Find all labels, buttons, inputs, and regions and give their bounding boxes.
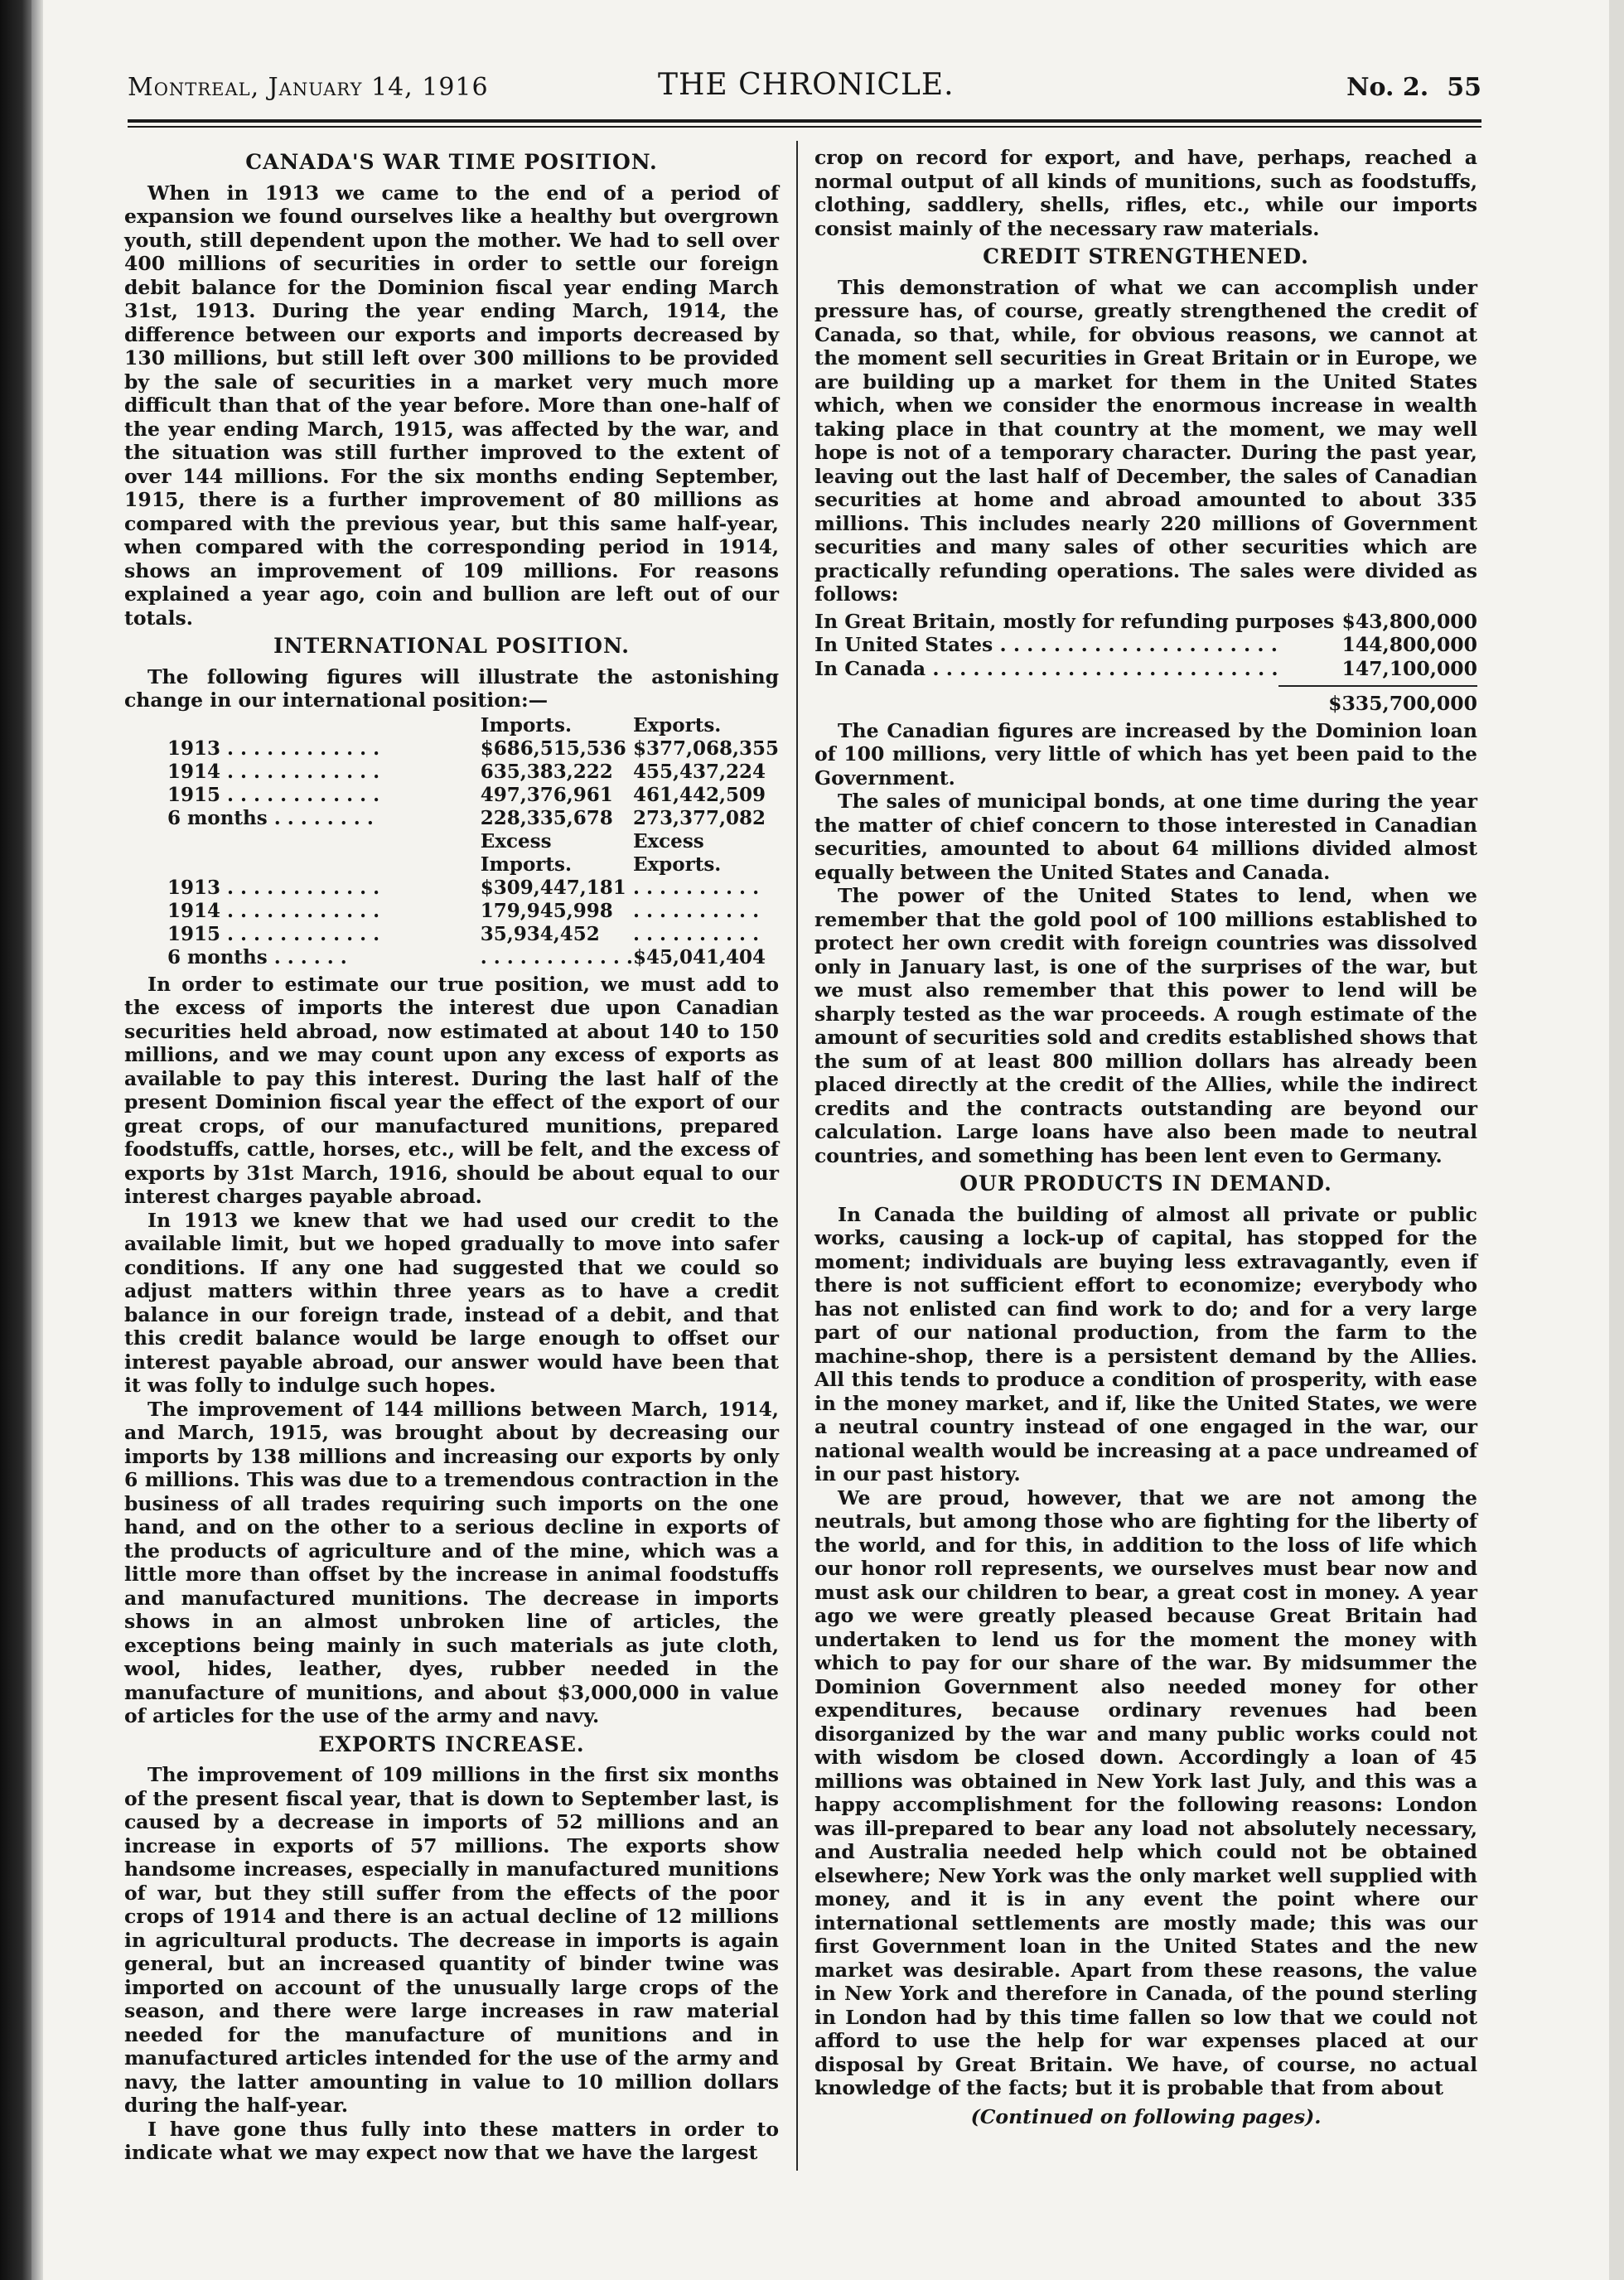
column-header: Exports. xyxy=(632,713,722,737)
left-column xyxy=(124,146,779,2165)
table-row: 1914 . . . . . . . . . . . . 635,383,222 455,437,224 xyxy=(167,760,766,783)
table-row: 1915 . . . . . . . . . . . . 35,934,452 . . . . . . . . . . xyxy=(167,922,760,945)
imports-exports-table xyxy=(124,714,779,969)
column-header: Exports. xyxy=(632,853,722,876)
heading-international-position: INTERNATIONAL POSITION. xyxy=(273,634,630,658)
column-header: Excess xyxy=(632,829,704,853)
paragraph: The improvement of 109 millions in the first six months of the present fiscal year, that is down to September last, is caused by a decrease in imports of 52 millions and an increase in exports of 57 millions. The exports show handsome increases, especially in manufactured munitions of war, but they still suffer from the effects of the poor crops of 1914 and there is an actual decline of 12 millions in agricultural products. The decrease in imports is again general, but an increased quantity of binder twine was imported on account of the unusually large crops of the season, and there were large increases in raw material needed for the manufacture of munitions and in manufactured articles intended for the use of the army and navy, the latter amounting in value to 10 million dollars during the half-year. xyxy=(124,1763,779,2117)
paragraph: In 1913 we knew that we had used our credit to the available limit, but we hoped gradually to move into safer conditions. If any one had suggested that we could so adjust matters within three years as to have a credit balance in our foreign trade, instead of a debit, and that this credit balance would be large enough to offset our interest payable abroad, our answer would have been that it was folly to indulge such hopes. xyxy=(124,1208,779,1397)
paragraph: When in 1913 we came to the end of a period of expansion we found ourselves like a healthy but overgrown youth, still dependent upon the mother. We had to sell over 400 millions of securities in order to settle our foreign debit balance for the Dominion fiscal year ending March 31st, 1913. During the year ending March, 1914, the difference between our exports and imports decreased by 130 millions, but still left over 300 millions to be provided by the sale of securities in a market very much more difficult than that of the year before. More than one-half of the year ending March, 1915, was affected by the war, and the situation was still further improved to the extent of over 144 millions. For the six months ending September, 1915, there is a further improvement of 80 millions as compared with the previous year, but this same half-year, when compared with the corresponding period in 1914, shows an improvement of 109 millions. For reasons explained a year ago, coin and bullion are left out of our totals. xyxy=(124,181,779,630)
page-number: 55 xyxy=(1447,73,1481,102)
publication-title: THE CHRONICLE. xyxy=(658,68,955,102)
paragraph: The power of the United States to lend, when we remember that the gold pool of 100 millions established to protect her own credit with foreign countries was dissolved only in January last, is one of the surprises of the war, but we must also remember that this power to lend will be sharply tested as the war proceeds. A rough estimate of the amount of securities sold and credits established shows that the sum of at least 800 million dollars has already been placed directly at the credit of the Allies, while the indirect credits and the contracts outstanding are beyond our calculation. Large loans have also been made to neutral countries, and something has been lent even to Germany. xyxy=(814,884,1477,1167)
header-rule-thin xyxy=(128,126,1481,128)
table-row: 1913 . . . . . . . . . . . . $309,447,181 . . . . . . . . . . xyxy=(167,876,760,899)
table-row: 6 months . . . . . . . . . . . . . . . . . . $45,041,404 xyxy=(167,945,766,969)
paragraph: I have gone thus fully into these matters in order to indicate what we may expect now that we have the largest xyxy=(124,2117,779,2164)
paragraph: This demonstration of what we can accomplish under pressure has, of course, greatly strengthened the credit of Canada, so that, while, for obvious reasons, we cannot at the moment sell securities in Great Britain or in Europe, we are building up a market for them in the United States which, when we consider the enormous increase in wealth taking place in that country at the moment, we may well hope is not of a temporary character. During the past year, leaving out the last half of December, the sales of Canadian securities at home and abroad amounted to about 335 millions. This includes nearly 220 millions of Government securities and many sales of other securities which are practically refunding operations. The sales were divided as follows: xyxy=(814,275,1477,606)
heading-credit-strengthened: CREDIT STRENGTHENED. xyxy=(983,244,1309,268)
sales-total: $335,700,000 xyxy=(1278,685,1477,716)
heading-exports-increase: EXPORTS INCREASE. xyxy=(318,1732,585,1756)
column-header: Excess xyxy=(480,829,552,853)
continued-note: (Continued on following pages). xyxy=(970,2104,1322,2128)
paragraph: The improvement of 144 millions between March, 1914, and March, 1915, was brought about by decreasing our imports by 138 millions and increasing our exports by only 6 millions. This was due to a tremendous contraction in the business of all trades requiring such imports on the one hand, and on the other to a serious decline in exports of the products of agriculture and of the mine, which was a little more than offset by the increase in animal foodstuffs and manufactured munitions. The decrease in imports shows in an almost unbroken line of articles, the exceptions being mainly in such materials as jute cloth, wool, hides, leather, dyes, rubber needed in the manufacture of munitions, and about $3,000,000 in value of articles for the use of the army and navy. xyxy=(124,1397,779,1727)
table-header-row xyxy=(124,714,779,737)
table-row: 1914 . . . . . . . . . . . . 179,945,998 . . . . . . . . . . xyxy=(167,899,760,922)
paragraph: In Canada the building of almost all private or public works, causing a lock-up of capital, has stopped for the moment; individuals are buying less extravagantly, even if there is not sufficient effort to economize; everybody who has not enlisted can find work to do; and for a very large part of our national production, from the farm to the machine-shop, there is a persistent demand by the Allies. All this tends to produce a condition of prosperity, with ease in the money market, and if, like the United States, we were a neutral country instead of one engaged in the war, our national wealth would be increasing at a pace undreamed of in our past history. xyxy=(814,1202,1477,1485)
paragraph: In order to estimate our true position, we must add to the excess of imports the interest due upon Canadian securities held abroad, now estimated at about 140 to 150 millions, and we may count upon any excess of exports as available to pay this interest. During the last half of the present Dominion fiscal year the effect of the export of our great crops, of our manufactured munitions, prepared foodstuffs, cattle, horses, etc., will be felt, and the excess of exports by 31st March, 1916, should be about equal to our interest charges payable abroad. xyxy=(124,972,779,1208)
paragraph: crop on record for export, and have, perhaps, reached a normal output of all kinds of munitions, such as foodstuffs, clothing, saddlery, shells, rifles, etc., while our imports consist mainly of the necessary raw materials. xyxy=(814,146,1477,240)
paragraph: The Canadian figures are increased by the Dominion loan of 100 millions, very little of which has yet been paid to the Government. xyxy=(814,718,1477,790)
table-row: 1913 . . . . . . . . . . . . $686,515,536 $377,068,355 xyxy=(167,737,779,760)
page-binding-shadow xyxy=(0,0,31,2280)
table-row: In United States . . . . . . . . . . . . . . . . . . . . . 144,800,000 xyxy=(814,633,1477,656)
heading-war-time-position: CANADA'S WAR TIME POSITION. xyxy=(245,150,658,174)
table-row: 1915 . . . . . . . . . . . . 497,376,961 461,442,509 xyxy=(167,783,766,806)
paragraph: The following figures will illustrate the astonishing change in our international position:— xyxy=(124,664,779,712)
issue-number: No. 2. xyxy=(1346,73,1429,102)
header-dateline: Montreal, January 14, 1916 xyxy=(128,73,489,102)
page-binding-gradient xyxy=(31,0,43,2280)
header-issue-page xyxy=(1328,73,1481,102)
column-header: Imports. xyxy=(480,713,572,737)
paragraph: The sales of municipal bonds, at one time during the year the matter of chief concern to those interested in Canadian securities, amounted to about 64 millions divided almost equally between the United States and Canada. xyxy=(814,790,1477,884)
header-rule-thick xyxy=(128,119,1481,123)
heading-products-in-demand: OUR PRODUCTS IN DEMAND. xyxy=(959,1171,1332,1196)
table-row: In Canada . . . . . . . . . . . . . . . . . . . . . . . . . . 147,100,000 xyxy=(814,656,1477,680)
table-row: 6 months . . . . . . . . 228,335,678 273,377,082 xyxy=(167,806,766,829)
table-header-row xyxy=(124,830,779,853)
right-column xyxy=(814,146,1477,2128)
table-header-row xyxy=(124,853,779,877)
page-edge xyxy=(1609,0,1624,2280)
securities-sales-table xyxy=(814,610,1477,716)
table-row: In Great Britain, mostly for refunding purposes $43,800,000 xyxy=(814,609,1477,633)
running-header xyxy=(128,65,1481,114)
paragraph: We are proud, however, that we are not among the neutrals, but among those who are fighting for the liberty of the world, and for this, in addition to the loss of life which our honor roll represents, we ourselves must bear now and must ask our children to bear, a great cost in money. A year ago we were greatly pleased because Great Britain had undertaken to lend us for the moment the money with which to pay for our share of the war. By midsummer the Dominion Government also needed money for other expenditures, because ordinary revenues had been disorganized by the war and many public works could not with wisdom be closed down. Accordingly a loan of 45 millions was obtained in New York last July, and this was a happy accomplishment for the following reasons: London was ill-prepared to bear any load not absolutely necessary, and Australia needed help which could not be obtained elsewhere; New York was the only market well supplied with money, and it is in any event the point where our international settlements are mostly made; this was our first Government loan in the United States and the new market was desirable. Apart from these reasons, the value in New York and therefore in Canada, of the pound sterling in London had by this time fallen so low that we could not afford to use the help for war expenses placed at our disposal by Great Britain. We have, of course, no actual knowledge of the facts; but it is probable that from about xyxy=(814,1485,1477,2099)
column-header: Imports. xyxy=(480,853,572,876)
column-divider xyxy=(796,141,798,2171)
